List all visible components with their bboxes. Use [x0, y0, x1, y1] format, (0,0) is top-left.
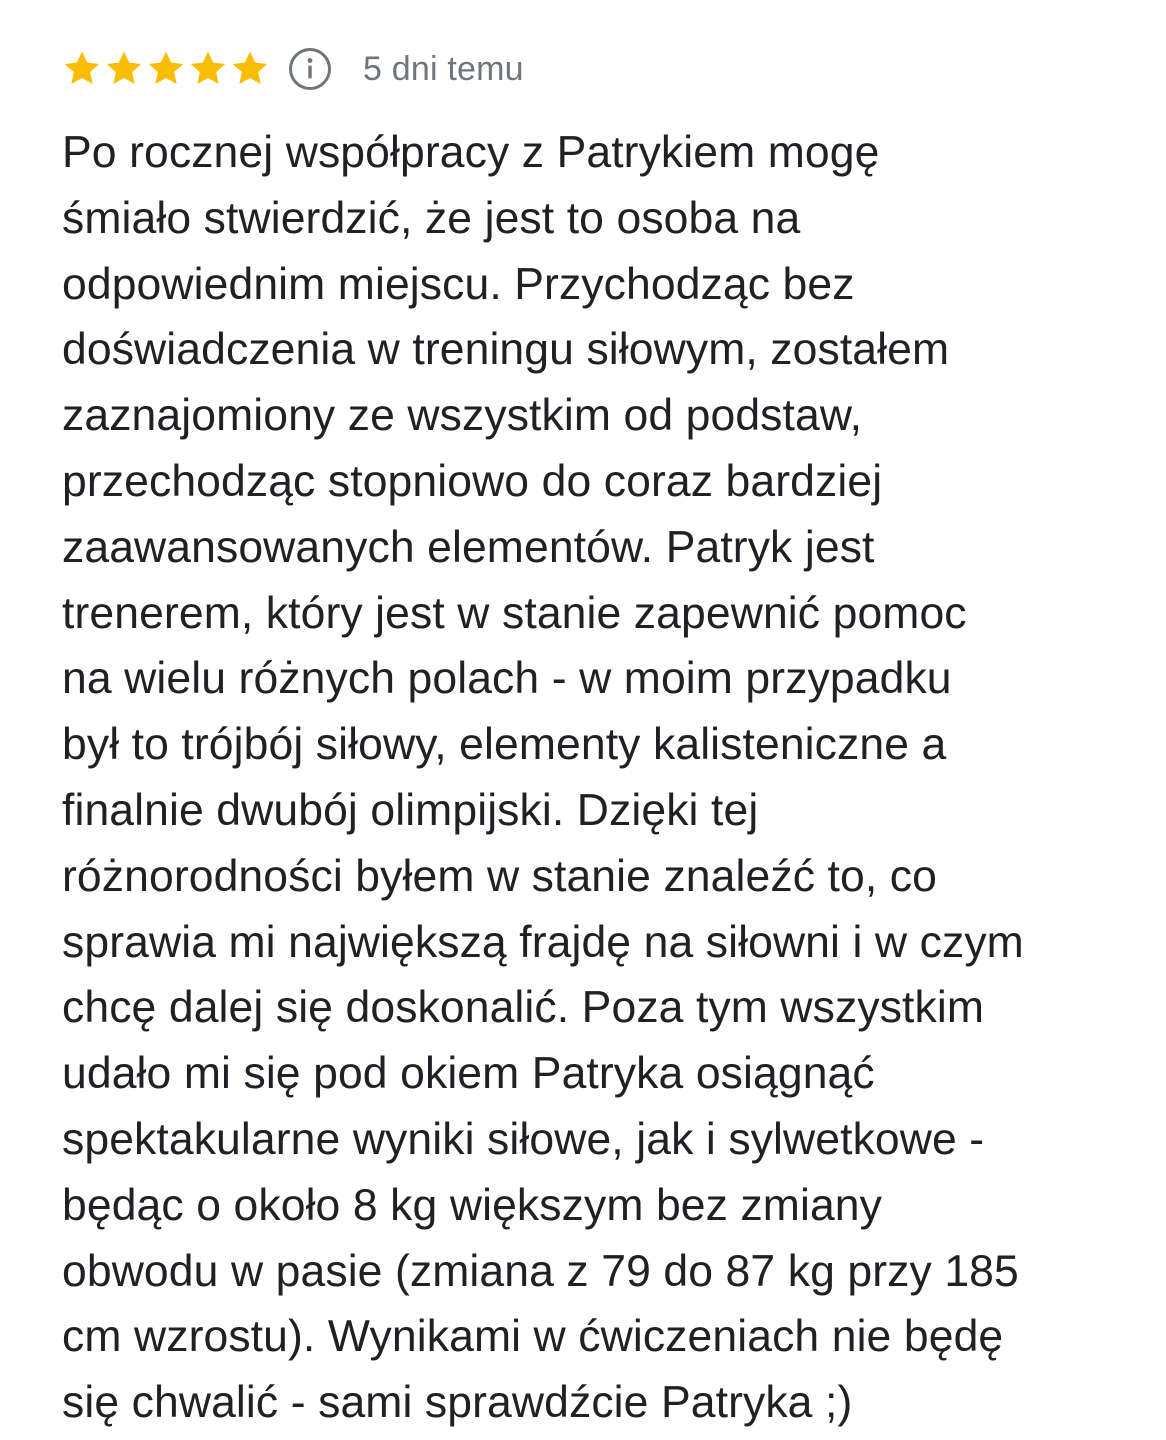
review-text-line: trenerem, który jest w stanie zapewnić pomoc — [62, 588, 967, 638]
star-icon — [104, 49, 144, 89]
review-card — [62, 40, 1142, 1436]
star-icon — [62, 49, 102, 89]
review-text-line: doświadczenia w treningu siłowym, zostałem — [62, 325, 950, 375]
star-icon — [146, 49, 186, 89]
review-text-line: finalnie dwubój olimpijski. Dzięki tej — [62, 785, 759, 835]
review-text-line: zaawansowanych elementów. Patryk jest — [62, 522, 875, 572]
star-rating — [62, 49, 270, 89]
review-text-line: Po rocznej współpracy z Patrykiem mogę — [62, 128, 880, 177]
review-text-line: chcę dalej się doskonalić. Poza tym wszystkim — [62, 983, 985, 1033]
review-text-line: śmiało stwierdzić, że jest to osoba na — [62, 193, 801, 243]
review-text-line: udało mi się pod okiem Patryka osiągnąć — [62, 1049, 875, 1099]
review-text-line: sprawia mi największą frajdę na siłowni i w czym — [62, 917, 1024, 967]
review-text-line: będąc o około 8 kg większym bez zmiany — [62, 1180, 883, 1230]
review-text-line: różnorodności byłem w stanie znaleźć to, co — [62, 851, 937, 901]
review-text-line: przechodząc stopniowo do coraz bardziej — [62, 456, 883, 506]
star-icon — [230, 49, 270, 89]
review-text-line: na wielu różnych polach - w moim przypadku — [62, 654, 952, 704]
review-date: 5 dni temu — [363, 50, 524, 88]
review-text-line: zaznajomiony ze wszystkim od podstaw, — [62, 391, 863, 441]
info-icon[interactable] — [288, 47, 332, 91]
review-text-line: obwodu w pasie (zmiana z 79 do 87 kg przy 185 — [62, 1246, 1019, 1296]
review-text-line: spektakularne wyniki siłowe, jak i sylwetkowe - — [62, 1114, 985, 1164]
review-text-line: był to trójbój siłowy, elementy kalisteniczne a — [62, 720, 947, 770]
review-text — [62, 120, 1142, 1436]
star-icon — [188, 49, 228, 89]
review-text-line: odpowiednim miejscu. Przychodząc bez — [62, 259, 855, 309]
review-text-line: cm wzrostu). Wynikami w ćwiczeniach nie będę — [62, 1312, 1004, 1362]
review-text-line: się chwalić - sami sprawdźcie Patryka ;) — [62, 1378, 853, 1428]
review-meta-row — [62, 40, 1142, 98]
